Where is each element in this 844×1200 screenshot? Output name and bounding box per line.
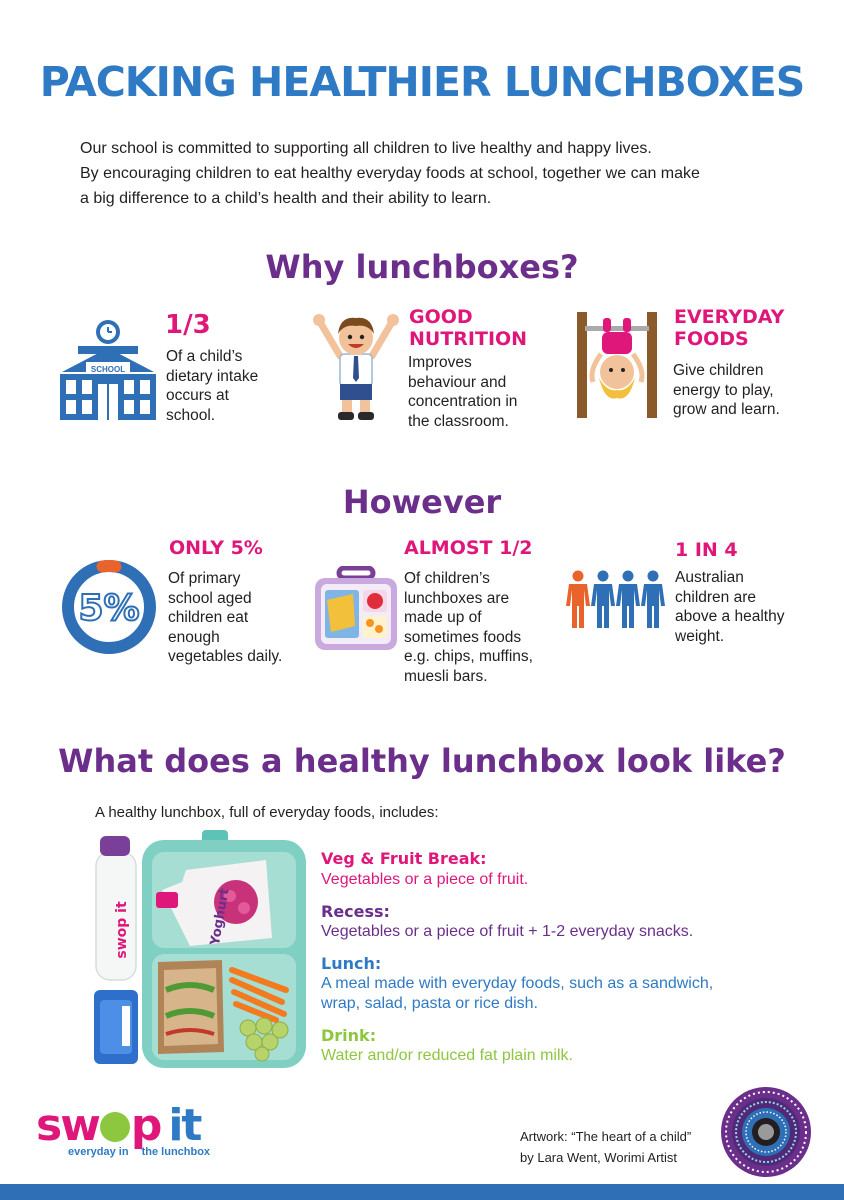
text-line: behaviour and [408, 373, 507, 391]
meal-lunch-label: Lunch: [321, 954, 382, 973]
text-line: Water and/or reduced fat plain milk. [321, 1047, 573, 1064]
title-line: FOODS [674, 328, 749, 350]
stat-almost-half-text [404, 569, 533, 686]
aboriginal-artwork-icon [720, 1086, 812, 1178]
text-line: children eat [168, 609, 249, 626]
text-line: Of primary [168, 570, 241, 587]
stat-only-5: ONLY 5% [169, 537, 263, 559]
text-line: e.g. chips, muffins, [404, 648, 533, 665]
text-line: wrap, salad, pasta or rice dish. [321, 995, 538, 1012]
credit-line: Artwork: “The heart of a child” [520, 1129, 692, 1144]
swop-it-logo [36, 1100, 226, 1164]
text-line: concentration in [408, 393, 518, 410]
school-building-icon [58, 318, 158, 422]
text-line: grow and learn. [673, 401, 780, 418]
text-line: Australian [675, 569, 744, 586]
text-line: muesli bars. [404, 667, 488, 685]
stat-one-third-text [166, 347, 258, 425]
healthy-lunchbox-photo [86, 830, 310, 1070]
text-line: above a healthy [675, 608, 785, 625]
logo-wordmark [36, 1100, 200, 1151]
child-figure-orange [566, 571, 590, 629]
ring-label: 5% [78, 588, 140, 629]
page-title: PACKING HEALTHIER LUNCHBOXES [39, 58, 805, 106]
however-heading: However [342, 483, 502, 521]
tagline-right: the lunchbox [141, 1146, 211, 1158]
intro-line: a big difference to a child’s health and their ability to learn. [80, 190, 492, 207]
text-line: vegetables daily. [168, 648, 283, 665]
meal-recess-text [321, 922, 771, 942]
child-on-monkey-bars-icon [575, 310, 661, 420]
healthy-heading: What does a healthy lunchbox look like? [58, 742, 786, 780]
meal-drink-label: Drink: [321, 1026, 377, 1045]
five-percent-ring-icon [59, 557, 159, 657]
tagline-left: everyday in [68, 1146, 129, 1158]
lunchbox-icon [313, 566, 399, 652]
text-line: Of a child’s [166, 348, 243, 365]
artwork-credit [520, 1126, 691, 1168]
text-line: made up of [404, 609, 482, 626]
apple-icon [100, 1112, 130, 1142]
pouch-label: Yoghurt [207, 887, 233, 947]
stat-one-in-four: 1 IN 4 [675, 539, 738, 561]
logo-part: it [168, 1100, 201, 1151]
meal-veg-fruit-label: Veg & Fruit Break: [321, 849, 487, 868]
meal-lunch-text [321, 974, 771, 1014]
logo-tagline [68, 1146, 210, 1158]
text-line: enough [168, 628, 220, 646]
happy-schoolboy-icon [310, 310, 402, 422]
school-sign: SCHOOL [90, 365, 126, 374]
text-line: A meal made with everyday foods, such as a sandwich, [321, 975, 714, 992]
text-line: dietary intake [166, 367, 259, 385]
stat-one-third: 1/3 [165, 310, 211, 340]
text-line: school. [166, 406, 216, 424]
text-line: Vegetables or a piece of fruit. [321, 871, 529, 888]
text-line: Give children [673, 362, 764, 379]
text-line: Of children’s [404, 570, 490, 587]
meal-recess-label: Recess: [321, 902, 390, 921]
ring-progress-arc [103, 566, 116, 567]
text-line: occurs at [166, 387, 229, 404]
intro-line: Our school is committed to supporting all children to live healthy and happy lives. [80, 140, 652, 157]
stat-one-in-four-text [675, 568, 784, 646]
text-line: children are [675, 588, 756, 606]
healthy-subline: A healthy lunchbox, full of everyday foods, includes: [95, 804, 439, 821]
intro-paragraph [80, 136, 780, 211]
credit-line: by Lara Went, Worimi Artist [520, 1150, 678, 1165]
stat-good-nutrition-text [408, 353, 517, 431]
meal-veg-fruit-text [321, 870, 771, 890]
text-line: Vegetables or a piece of fruit + 1-2 everyday snacks. [321, 923, 694, 940]
title-line: GOOD [409, 306, 473, 328]
text-line: weight. [675, 627, 725, 645]
why-heading: Why lunchboxes? [265, 248, 579, 286]
text-line: school aged [168, 589, 252, 607]
stat-everyday-foods-text [673, 361, 780, 420]
stat-only-5-text [168, 569, 282, 667]
stat-almost-half: ALMOST 1/2 [404, 537, 533, 559]
logo-part: sw [36, 1100, 99, 1151]
text-line: lunchboxes are [404, 589, 510, 607]
stat-everyday-foods [674, 306, 784, 350]
meal-drink-text [321, 1046, 771, 1066]
bottle-brand: swop it [114, 901, 130, 959]
intro-line: By encouraging children to eat healthy everyday foods at school, together we can make [80, 165, 700, 182]
text-line: Improves [408, 354, 472, 371]
text-line: energy to play, [673, 381, 774, 399]
four-children-icon [566, 570, 666, 630]
bottom-bar [0, 1184, 844, 1200]
title-line: EVERYDAY [674, 306, 785, 328]
logo-part: p [130, 1100, 161, 1151]
stat-good-nutrition [409, 306, 527, 350]
text-line: the classroom. [408, 412, 509, 430]
title-line: NUTRITION [409, 328, 528, 350]
text-line: sometimes foods [404, 628, 522, 646]
